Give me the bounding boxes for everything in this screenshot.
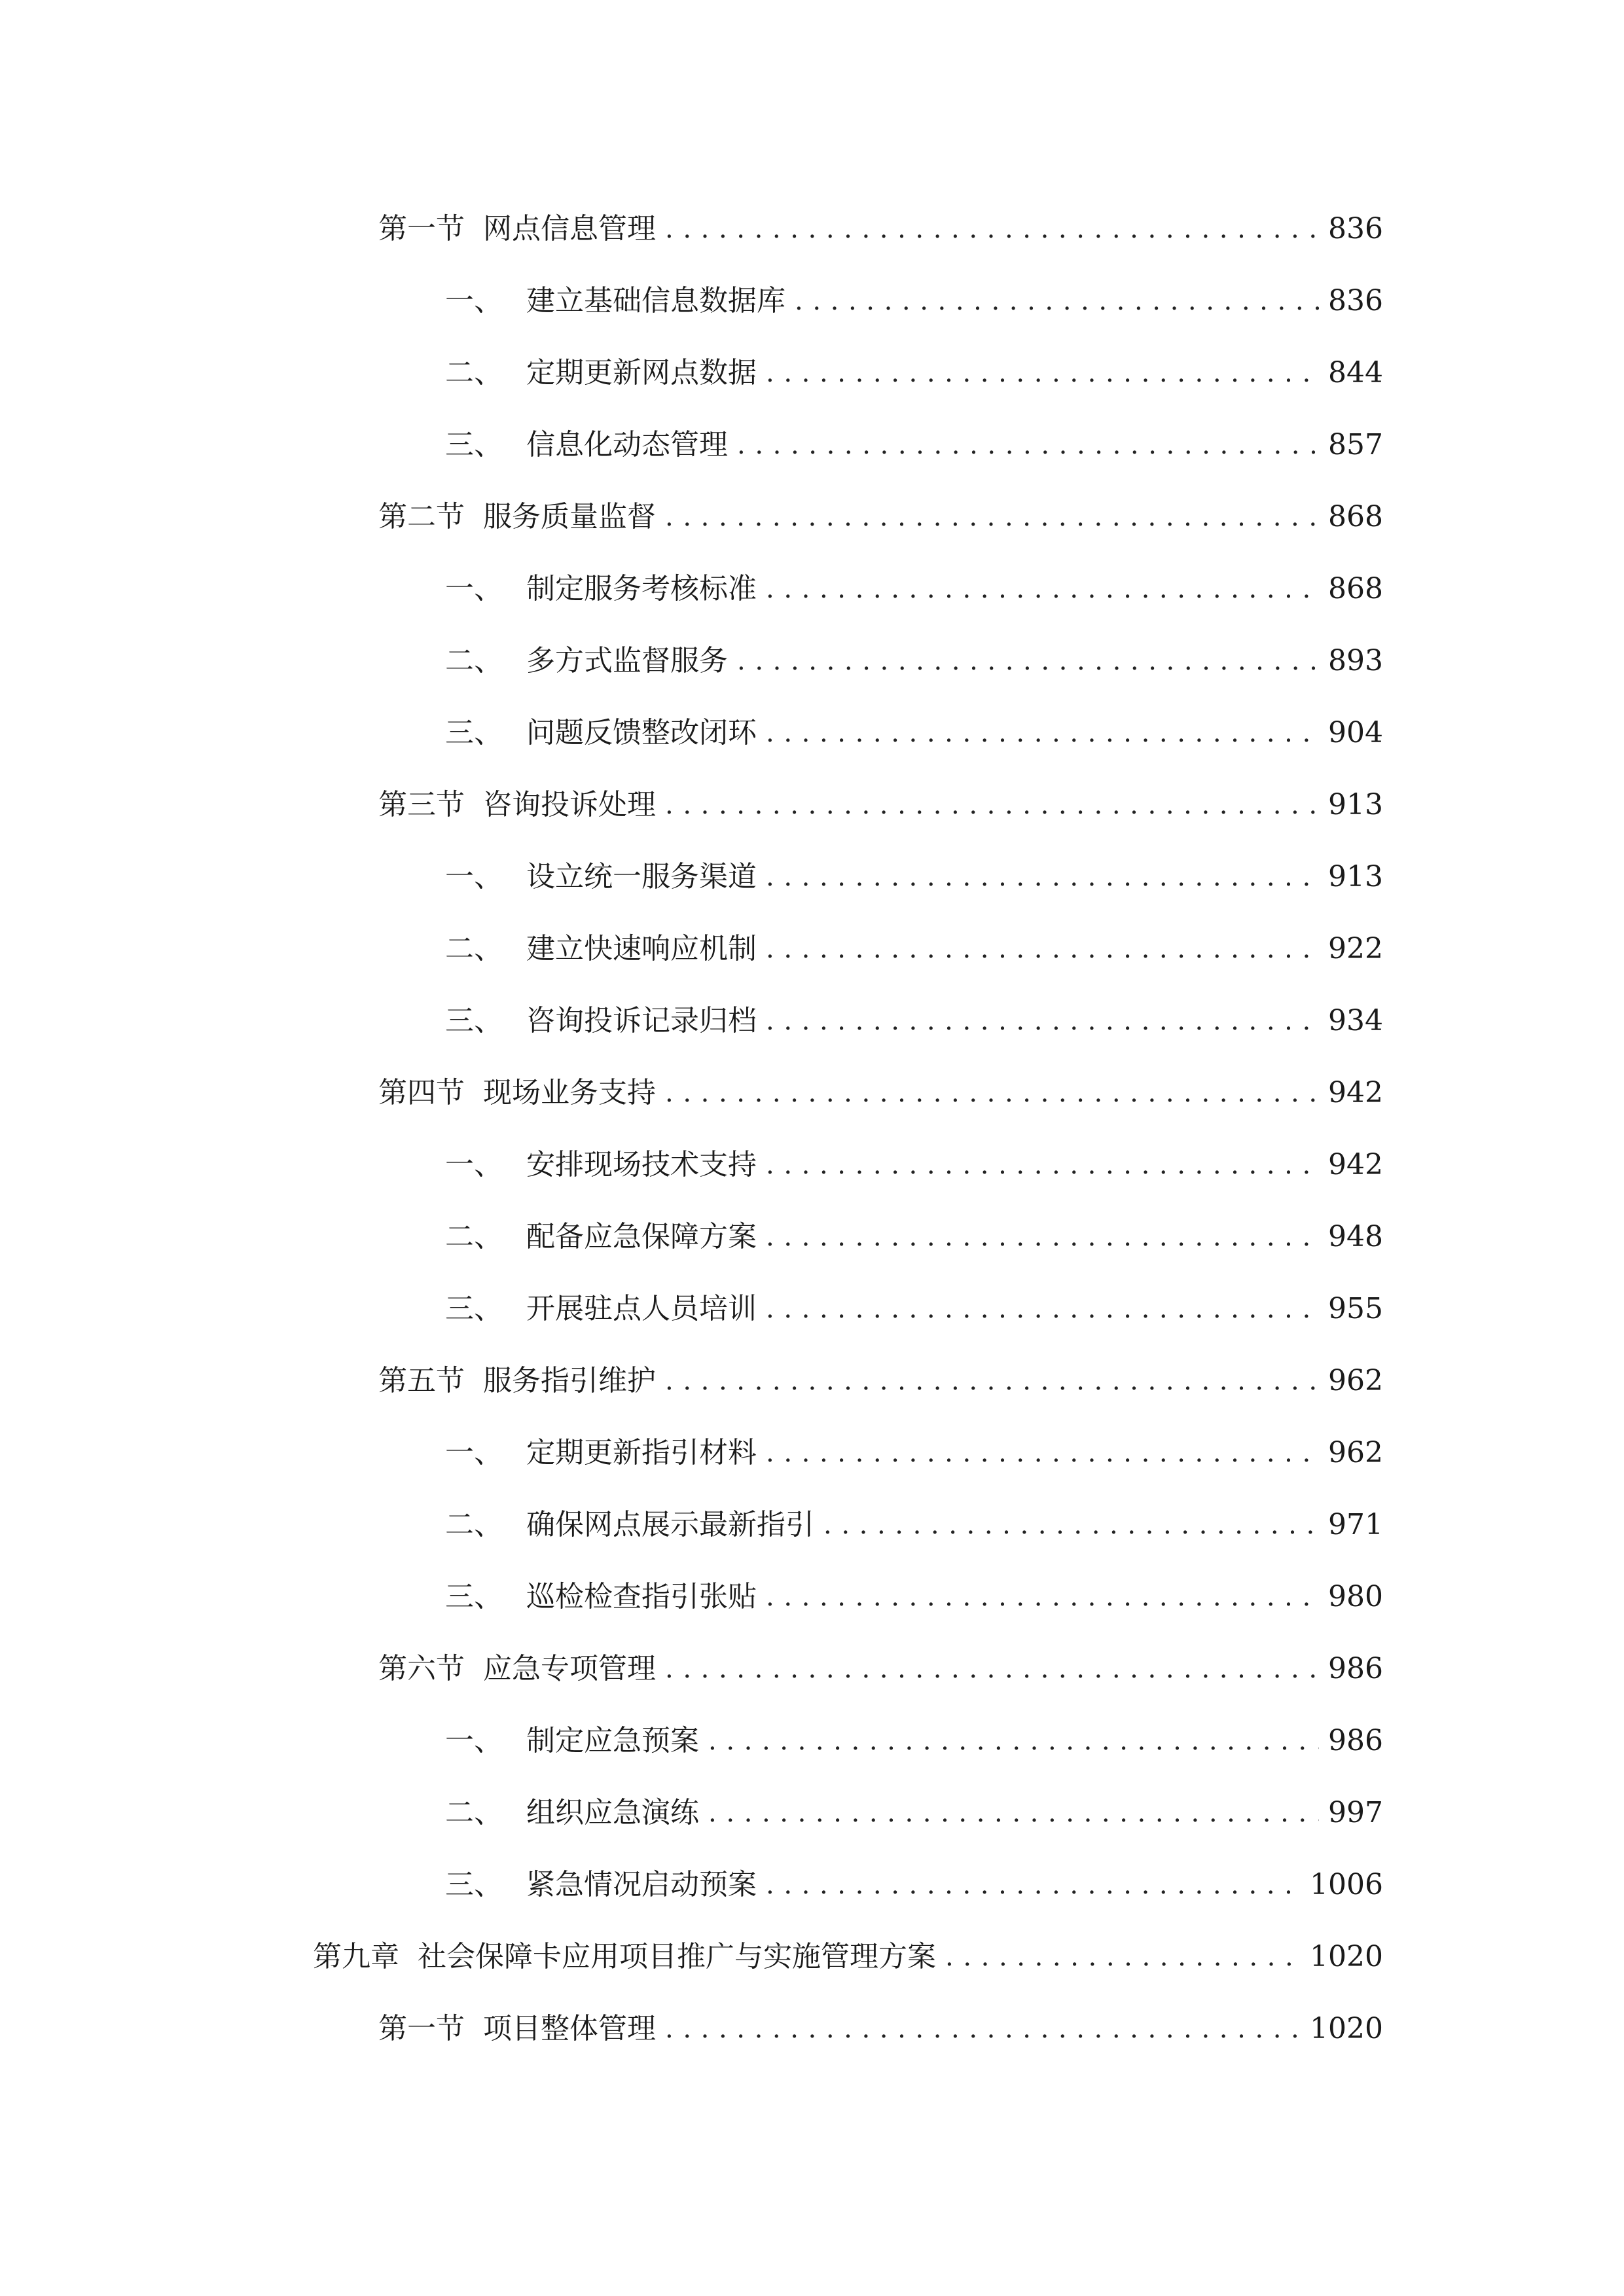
toc-entry-title: 开展驻点人员培训 xyxy=(526,1292,757,1325)
dot-leader xyxy=(665,1355,1319,1407)
toc-entry-page: 904 xyxy=(1328,716,1383,749)
toc-entry-item[interactable] xyxy=(445,923,1383,975)
dot-leader xyxy=(766,1571,1319,1623)
toc-entry-page: 868 xyxy=(1328,500,1383,533)
toc-entry-prefix: 三、 xyxy=(445,1868,503,1901)
toc-entry-page: 844 xyxy=(1328,356,1383,389)
dot-leader xyxy=(665,491,1319,543)
toc-entry-item[interactable] xyxy=(445,1427,1383,1479)
toc-entry-page: 1020 xyxy=(1310,1940,1383,1973)
toc-entry-item[interactable] xyxy=(445,1139,1383,1191)
toc-entry-prefix: 三、 xyxy=(445,716,503,749)
toc-entry-item[interactable] xyxy=(445,1571,1383,1623)
toc-entry-title: 安排现场技术支持 xyxy=(526,1148,757,1181)
toc-entry-prefix: 三、 xyxy=(445,428,503,461)
toc-entry-page: 922 xyxy=(1328,932,1383,965)
toc-entry-title: 制定服务考核标准 xyxy=(526,572,757,605)
toc-entry-title: 咨询投诉记录归档 xyxy=(526,1004,757,1037)
toc-entry-page: 893 xyxy=(1328,644,1383,677)
dot-leader xyxy=(766,1427,1319,1479)
toc-entry-prefix: 二、 xyxy=(445,1508,503,1541)
dot-leader xyxy=(766,1859,1301,1911)
toc-entry-title: 服务质量监督 xyxy=(483,500,656,533)
toc-entry-page: 868 xyxy=(1328,572,1383,605)
toc-entry-title: 定期更新网点数据 xyxy=(526,356,757,389)
dot-leader xyxy=(665,1067,1319,1119)
toc-entry-prefix: 二、 xyxy=(445,1796,503,1829)
toc-entry-title: 信息化动态管理 xyxy=(526,428,728,461)
toc-entry-prefix: 一、 xyxy=(445,1724,503,1757)
toc-entry-item[interactable] xyxy=(445,1283,1383,1335)
toc-entry-title: 问题反馈整改闭环 xyxy=(526,716,757,749)
toc-entry-prefix: 第一节 xyxy=(378,2012,465,2045)
toc-entry-page: 913 xyxy=(1328,788,1383,821)
toc-entry-page: 948 xyxy=(1328,1220,1383,1253)
toc-entry-page: 836 xyxy=(1328,212,1383,245)
toc-entry-page: 971 xyxy=(1328,1508,1383,1541)
toc-entry-item[interactable] xyxy=(445,1715,1383,1767)
toc-entry-page: 986 xyxy=(1328,1652,1383,1685)
dot-leader xyxy=(766,923,1319,975)
toc-entry-page: 997 xyxy=(1328,1796,1383,1829)
toc-entry-item[interactable] xyxy=(445,851,1383,903)
toc-entry-title: 项目整体管理 xyxy=(483,2012,656,2045)
toc-entry-prefix: 一、 xyxy=(445,1148,503,1181)
toc-entry-page: 980 xyxy=(1328,1580,1383,1613)
toc-entry-page: 934 xyxy=(1328,1004,1383,1037)
toc-entry-prefix: 一、 xyxy=(445,860,503,893)
toc-entry-title: 网点信息管理 xyxy=(483,212,656,245)
toc-entry-page: 962 xyxy=(1328,1364,1383,1397)
toc-entry-page: 836 xyxy=(1328,284,1383,317)
toc-entry-page: 962 xyxy=(1328,1436,1383,1469)
toc-entry-section[interactable] xyxy=(378,203,1383,255)
toc-entry-section[interactable] xyxy=(378,1067,1383,1119)
dot-leader xyxy=(766,995,1319,1047)
toc-entry-prefix: 一、 xyxy=(445,284,503,317)
dot-leader xyxy=(665,2003,1301,2055)
toc-entry-title: 组织应急演练 xyxy=(526,1796,699,1829)
toc-entry-prefix: 一、 xyxy=(445,1436,503,1469)
dot-leader xyxy=(766,1211,1319,1263)
toc-entry-prefix: 二、 xyxy=(445,356,503,389)
toc-entry-title: 现场业务支持 xyxy=(483,1076,656,1109)
toc-entry-page: 942 xyxy=(1328,1148,1383,1181)
toc-entry-title: 建立快速响应机制 xyxy=(526,932,757,965)
toc-entry-prefix: 第四节 xyxy=(378,1076,465,1109)
toc-entry-prefix: 二、 xyxy=(445,644,503,677)
toc-entry-item[interactable] xyxy=(445,275,1383,327)
toc-entry-item[interactable] xyxy=(445,1859,1383,1911)
toc-entry-item[interactable] xyxy=(445,1211,1383,1263)
dot-leader xyxy=(737,419,1319,471)
toc-entry-page: 857 xyxy=(1328,428,1383,461)
toc-entry-title: 多方式监督服务 xyxy=(526,644,728,677)
toc-entry-prefix: 第六节 xyxy=(378,1652,465,1685)
dot-leader xyxy=(766,563,1319,615)
toc-entry-item[interactable] xyxy=(445,1499,1383,1551)
dot-leader xyxy=(766,1139,1319,1191)
toc-entry-prefix: 三、 xyxy=(445,1292,503,1325)
toc-entry-chapter[interactable] xyxy=(313,1931,1383,1983)
toc-entry-item[interactable] xyxy=(445,563,1383,615)
dot-leader xyxy=(665,1643,1319,1695)
toc-entry-title: 配备应急保障方案 xyxy=(526,1220,757,1253)
toc-entry-title: 咨询投诉处理 xyxy=(483,788,656,821)
toc-entry-prefix: 一、 xyxy=(445,572,503,605)
dot-leader xyxy=(766,1283,1319,1335)
toc-entry-page: 1020 xyxy=(1310,2012,1383,2045)
toc-entry-section[interactable] xyxy=(378,1643,1383,1695)
toc-entry-item[interactable] xyxy=(445,347,1383,399)
toc-entry-item[interactable] xyxy=(445,635,1383,687)
toc-entry-title: 社会保障卡应用项目推广与实施管理方案 xyxy=(418,1940,936,1973)
dot-leader xyxy=(823,1499,1319,1551)
toc-entry-prefix: 二、 xyxy=(445,1220,503,1253)
toc-entry-section[interactable] xyxy=(378,2003,1383,2055)
toc-entry-title: 定期更新指引材料 xyxy=(526,1436,757,1469)
toc-entry-prefix: 三、 xyxy=(445,1580,503,1613)
dot-leader xyxy=(737,635,1319,687)
toc-entry-item[interactable] xyxy=(445,1787,1383,1839)
toc-entry-title: 确保网点展示最新指引 xyxy=(526,1508,814,1541)
toc-entry-item[interactable] xyxy=(445,707,1383,759)
toc-entry-page: 955 xyxy=(1328,1292,1383,1325)
toc-entry-page: 986 xyxy=(1328,1724,1383,1757)
toc-entry-item[interactable] xyxy=(445,995,1383,1047)
dot-leader xyxy=(766,707,1319,759)
toc-entry-prefix: 第九章 xyxy=(313,1940,399,1973)
toc-entry-item[interactable] xyxy=(445,419,1383,471)
toc-entry-page: 913 xyxy=(1328,860,1383,893)
dot-leader xyxy=(945,1931,1301,1983)
toc-entry-title: 巡检检查指引张贴 xyxy=(526,1580,757,1613)
dot-leader xyxy=(766,851,1319,903)
toc-entry-section[interactable] xyxy=(378,1355,1383,1407)
toc-entry-title: 应急专项管理 xyxy=(483,1652,656,1685)
dot-leader xyxy=(708,1715,1319,1767)
toc-entry-page: 1006 xyxy=(1310,1868,1383,1901)
toc-entry-section[interactable] xyxy=(378,779,1383,831)
toc-entry-section[interactable] xyxy=(378,491,1383,543)
toc-entry-title: 制定应急预案 xyxy=(526,1724,699,1757)
toc-entry-prefix: 二、 xyxy=(445,932,503,965)
toc-entry-prefix: 第五节 xyxy=(378,1364,465,1397)
dot-leader xyxy=(665,779,1319,831)
toc-entry-page: 942 xyxy=(1328,1076,1383,1109)
toc-entry-prefix: 三、 xyxy=(445,1004,503,1037)
toc-entry-title: 服务指引维护 xyxy=(483,1364,656,1397)
dot-leader xyxy=(766,347,1319,399)
toc-entry-prefix: 第三节 xyxy=(378,788,465,821)
dot-leader xyxy=(665,203,1319,255)
toc-entry-title: 紧急情况启动预案 xyxy=(526,1868,757,1901)
toc-entry-prefix: 第二节 xyxy=(378,500,465,533)
toc-entry-prefix: 第一节 xyxy=(378,212,465,245)
toc-entry-title: 设立统一服务渠道 xyxy=(526,860,757,893)
dot-leader xyxy=(795,275,1319,327)
dot-leader xyxy=(708,1787,1319,1839)
toc-entry-title: 建立基础信息数据库 xyxy=(526,284,785,317)
